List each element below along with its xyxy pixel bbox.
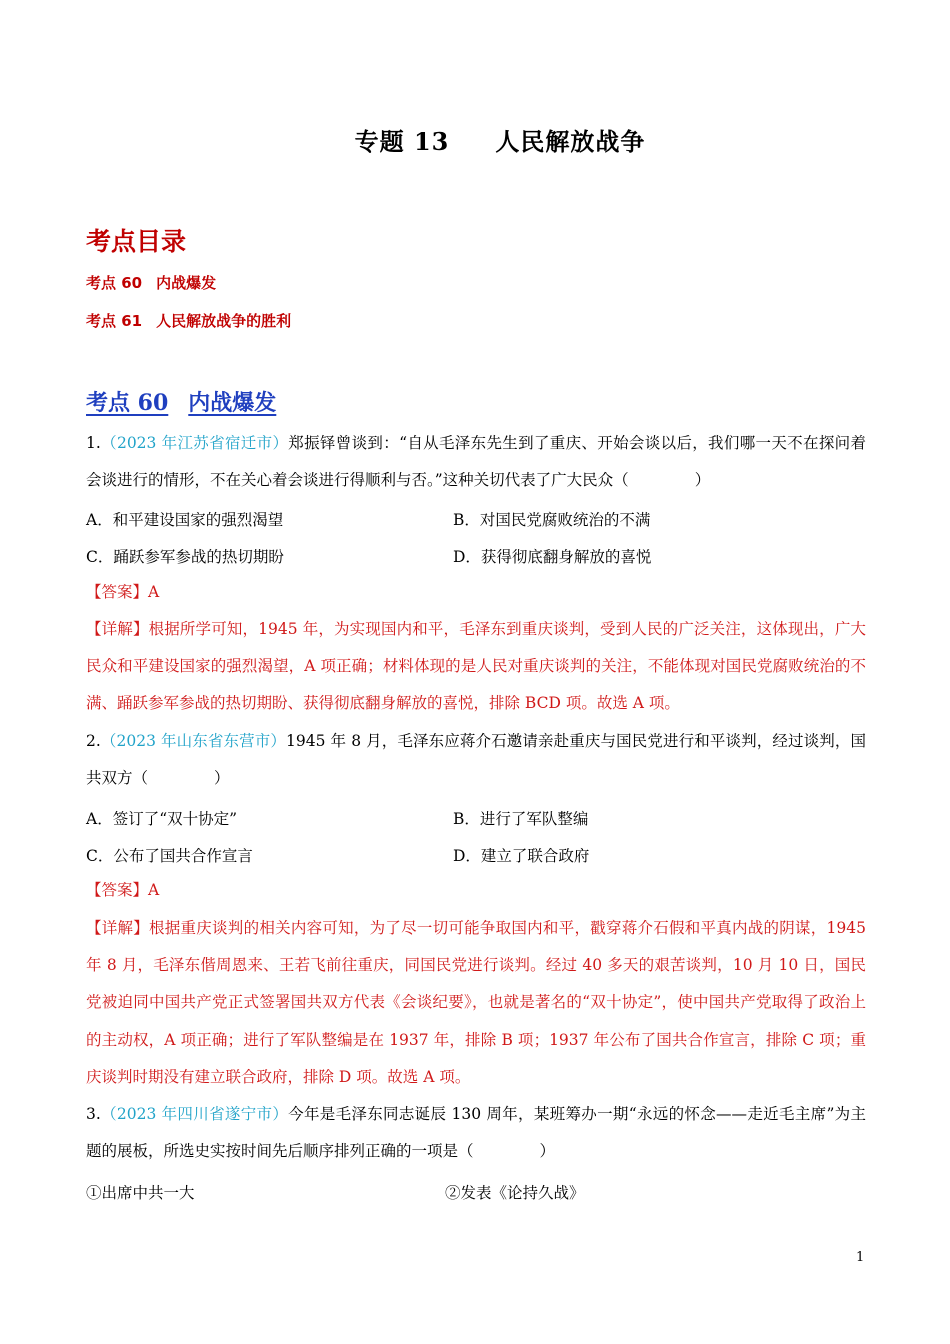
question-2-option-a: A．签订了“双十协定” — [86, 810, 238, 828]
question-1-stem: 1.（2023 年江苏省宿迁市）郑振铎曾谈到：“自从毛泽东先生到了重庆、开始会谈以后，我们哪一天不在探问着会谈进行的情形，不在关心着会谈进行得顺利与否。”这种关切代表了广大民众（ ） — [86, 434, 866, 490]
question-1-source: （2023 年江苏省宿迁市） — [100, 434, 289, 452]
question-1-detail: 【详解】根据所学可知，1945 年，为实现国内和平，毛泽东到重庆谈判，受到人民的广泛关注，这体现出，广大民众和平建设国家的强烈渴望，A 项正确；材料体现的是人民对重庆谈判的关注，不能体现对国民党腐败统治的不满、踊跃参军参战的热切期盼、获得彻底翻身解放的喜悦，排除 BCD 项。故选 A 项。 — [86, 620, 866, 713]
question-1-option-a: A．和平建设国家的强烈渴望 — [86, 511, 284, 529]
question-2-source: （2023 年山东省东营市） — [100, 732, 287, 750]
title-prefix: 专题 13 — [354, 127, 450, 156]
question-2-option-c: C．公布了国共合作宣言 — [86, 847, 253, 865]
page-number: 1 — [856, 1250, 865, 1265]
question-1-answer: 【答案】A — [86, 583, 160, 601]
question-3-source: （2023 年四川省遂宁市） — [100, 1105, 289, 1123]
question-2-option-d: D．建立了联合政府 — [453, 847, 590, 865]
question-2-stem: 2.（2023 年山东省东营市）1945 年 8 月，毛泽东应蒋介石邀请亲赴重庆与国民党进行和平谈判，经过谈判，国共双方（ ） — [86, 732, 867, 788]
question-2-detail: 【详解】根据重庆谈判的相关内容可知，为了尽一切可能争取国内和平，戳穿蒋介石假和平真内战的阴谋，1945 年 8 月，毛泽东偕周恩来、王若飞前往重庆，同国民党进行谈判。经过 40 多天的艰苦谈判，10 月 10 日，国民党被迫同中国共产党正式签署国共双方代表《会谈纪要》，也就是著名的“双十协定”，使中国共产党取得了政治上的主动权，A 项正确；进行了军队整编是在 1937 年，排除 B 项；1937 年公布了国共合作宣言，排除 C 项；重庆谈判时期没有建立联合政府，排除 D 项。故选 A 项。 — [86, 919, 866, 1086]
question-1-option-b: B．对国民党腐败统治的不满 — [453, 511, 651, 529]
toc-item-60[interactable]: 考点 60 内战爆发 — [86, 274, 217, 292]
toc-item-61[interactable]: 考点 61 人民解放战争的胜利 — [86, 312, 292, 330]
question-2-answer: 【答案】A — [86, 881, 160, 899]
question-3-stem: 3.（2023 年四川省遂宁市）今年是毛泽东同志诞辰 130 周年，某班筹办一期“永远的怀念——走近毛主席”为主题的展板，所选史实按时间先后顺序排列正确的一项是（ ） — [86, 1105, 867, 1161]
section-heading[interactable]: 考点 60 内战爆发 — [86, 390, 277, 416]
title-main: 人民解放战争 — [495, 127, 646, 156]
question-1-option-c: C．踊跃参军参战的热切期盼 — [86, 548, 284, 566]
question-2-option-b: B．进行了军队整编 — [453, 810, 589, 828]
question-3-item-1: ①出席中共一大 — [86, 1184, 195, 1202]
question-1-option-d: D．获得彻底翻身解放的喜悦 — [453, 548, 652, 566]
question-3-item-2: ②发表《论持久战》 — [445, 1184, 585, 1202]
page-title — [0, 122, 950, 157]
toc-heading: 考点目录 — [86, 227, 187, 256]
